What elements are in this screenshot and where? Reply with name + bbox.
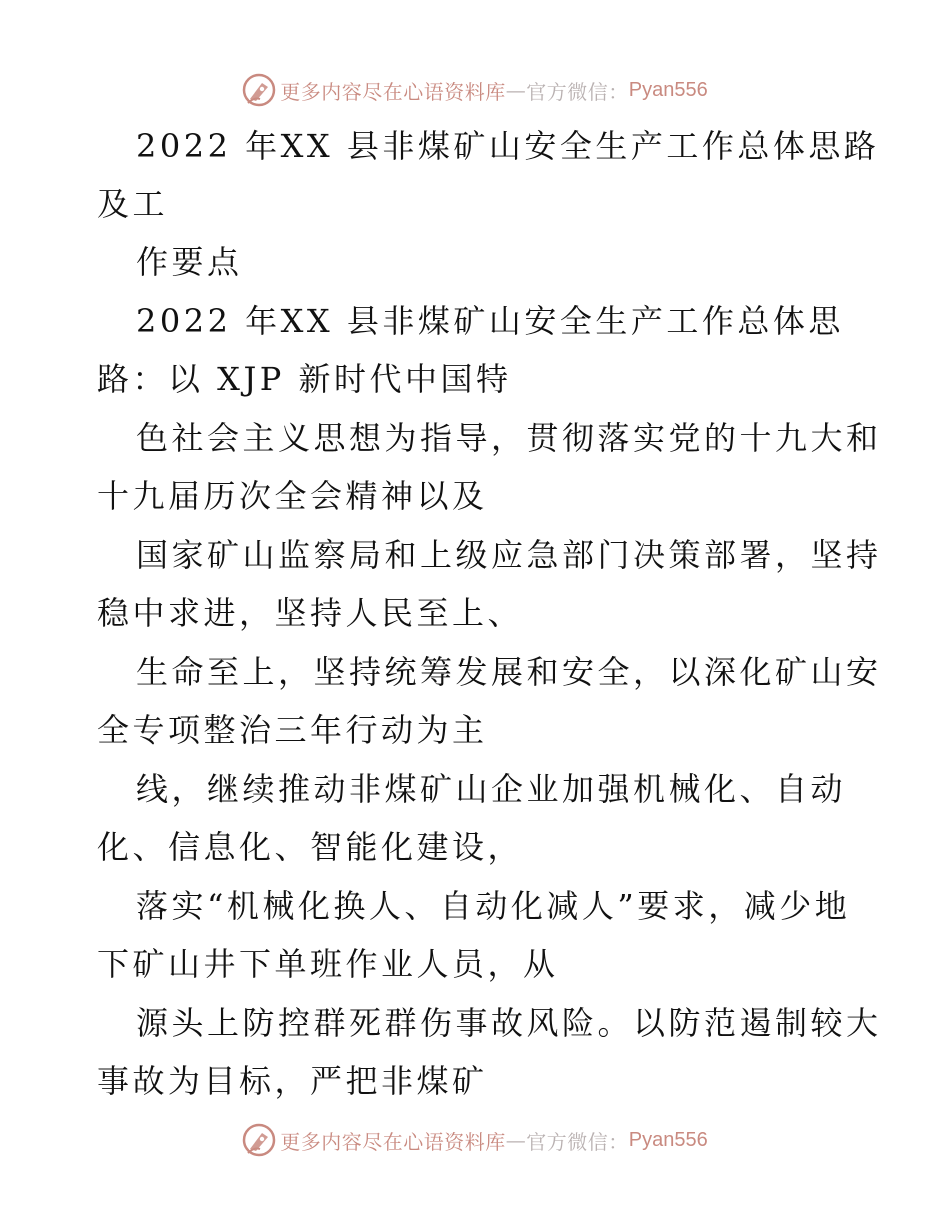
watermark-wechat-label: 官方微信：: [526, 79, 629, 104]
text-line: 全专项整治三年行动为主: [97, 711, 488, 749]
watermark-wechat-label: 官方微信：: [526, 1129, 629, 1154]
text-line: 下矿山井下单班作业人员，从: [97, 945, 559, 983]
footer-watermark: [0, 1118, 950, 1162]
text-line: 化、信息化、智能化建设，: [97, 828, 524, 866]
text-line: 线，继续推动非煤矿山企业加强机械化、自动: [136, 770, 847, 808]
watermark-wechat-id: Pyan556: [628, 1128, 708, 1151]
text-line: 事故为目标，严把非煤矿: [97, 1062, 488, 1100]
watermark-main-text: 更多内容尽在心语资料库: [280, 1129, 506, 1154]
text-line: 国家矿山监察局和上级应急部门决策部署，坚持: [136, 536, 882, 574]
text-line: 作要点: [136, 243, 243, 281]
text-line: 及工: [97, 185, 169, 223]
text-line: 路：以 XJP 新时代中国特: [97, 360, 512, 398]
text-line: 落实“机械化换人、自动化减人”要求，减少地: [136, 887, 851, 925]
text-line: 2022 年XX 县非煤矿山安全生产工作总体思: [136, 302, 844, 340]
watermark-wechat-id: Pyan556: [628, 78, 708, 101]
text-line: 2022 年XX 县非煤矿山安全生产工作总体思路: [136, 127, 880, 165]
text-line: 十九届历次全会精神以及: [97, 477, 488, 515]
text-line: 源头上防控群死群伤事故风险。以防范遏制较大: [136, 1004, 882, 1042]
pen-nib-logo-icon: [242, 1123, 276, 1157]
watermark-separator: —: [505, 1128, 527, 1152]
text-line: 稳中求进，坚持人民至上、: [97, 594, 524, 632]
watermark-main-text: 更多内容尽在心语资料库: [280, 79, 506, 104]
text-line: 色社会主义思想为指导，贯彻落实党的十九大和: [136, 419, 882, 457]
watermark-separator: —: [505, 78, 527, 102]
text-line: 生命至上，坚持统筹发展和安全，以深化矿山安: [136, 653, 882, 691]
